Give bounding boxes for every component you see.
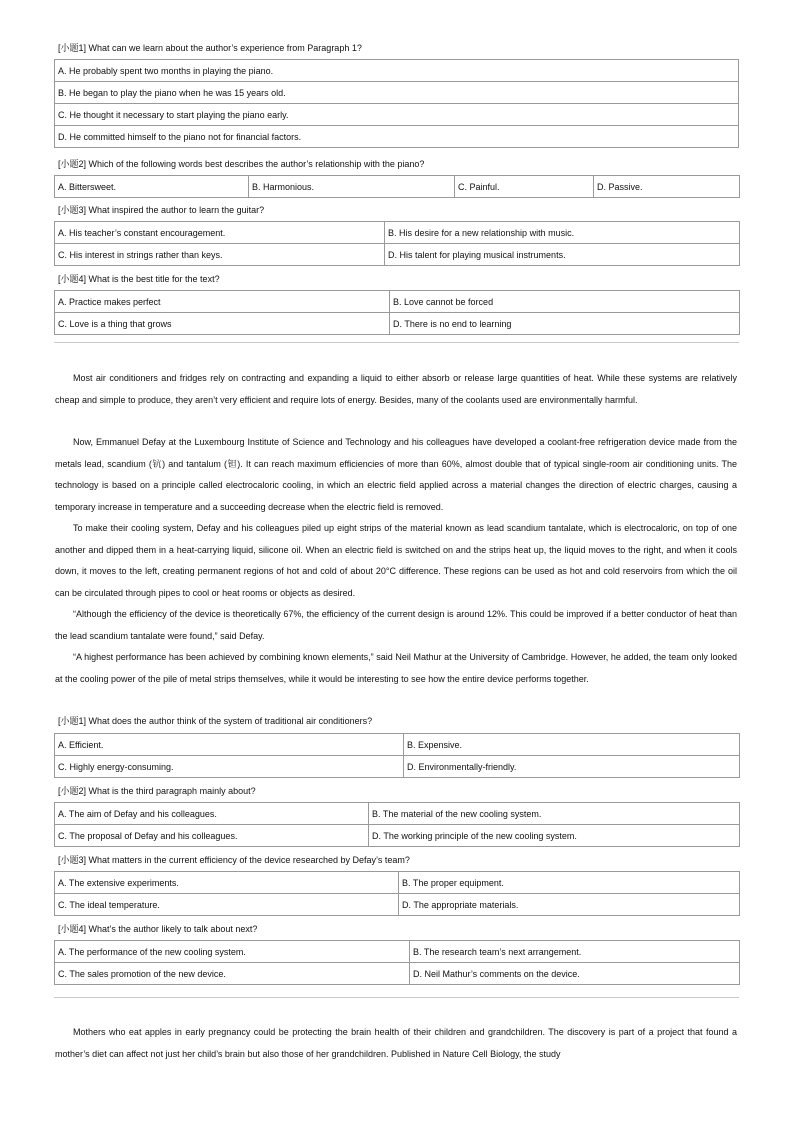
option-a[interactable]: A. Practice makes perfect bbox=[55, 291, 390, 313]
passage-paragraph: Most air conditioners and fridges rely on contracting and expanding a liquid to either absorb or release large quantities of heat. While these systems are relatively cheap and simple to produce, they aren’t very efficient and require lots of energy. Besides, many of the coolants used are environmentally harmful. bbox=[55, 373, 737, 405]
option-d[interactable]: D. He committed himself to the piano not for financial factors. bbox=[55, 126, 739, 148]
option-b[interactable]: B. The research team’s next arrangement. bbox=[410, 941, 740, 963]
option-d[interactable]: D. The appropriate materials. bbox=[399, 894, 740, 916]
option-b[interactable]: B. The proper equipment. bbox=[399, 872, 740, 894]
option-a[interactable]: A. The performance of the new cooling system. bbox=[55, 941, 410, 963]
option-a[interactable]: A. The extensive experiments. bbox=[55, 872, 399, 894]
option-d[interactable]: D. Environmentally-friendly. bbox=[404, 756, 740, 778]
option-a[interactable]: A. Bittersweet. bbox=[55, 176, 249, 198]
passage-paragraph: “Although the efficiency of the device is theoretically 67%, the efficiency of the current design is around 12%. This could be improved if a better conductor of heat than the lead scandium tantalate were found,” said Defay. bbox=[55, 609, 737, 641]
option-b[interactable]: B. His desire for a new relationship with music. bbox=[385, 222, 740, 244]
question-stem: [小题3] What inspired the author to learn the guitar? bbox=[58, 205, 265, 215]
question-stem: [小题2] What is the third paragraph mainly about? bbox=[58, 786, 256, 796]
option-c[interactable]: C. Painful. bbox=[455, 176, 594, 198]
options-table bbox=[54, 59, 739, 148]
option-a[interactable]: A. The aim of Defay and his colleagues. bbox=[55, 803, 369, 825]
option-b[interactable]: B. Expensive. bbox=[404, 734, 740, 756]
passage-paragraph: Now, Emmanuel Defay at the Luxembourg Institute of Science and Technology and his colleagues have developed a coolant-free refrigeration device made from the metals lead, scandium (钪) and tantalum (钽). It can reach maximum efficiencies of more than 60%, almost double that of typical single-room air conditioning units. The technology is based on a principle called electrocaloric cooling, in which an electric field applied across a material changes the direction of electric charges, causing a temporary increase in temperature and a succeeding decrease when the electric field is removed. bbox=[55, 437, 737, 512]
option-d[interactable]: D. Neil Mathur’s comments on the device. bbox=[410, 963, 740, 985]
option-c[interactable]: C. The ideal temperature. bbox=[55, 894, 399, 916]
option-c[interactable]: C. His interest in strings rather than keys. bbox=[55, 244, 385, 266]
option-a[interactable]: A. His teacher’s constant encouragement. bbox=[55, 222, 385, 244]
question-stem: [小题4] What’s the author likely to talk about next? bbox=[58, 924, 258, 934]
section-divider bbox=[54, 342, 739, 343]
options-table bbox=[54, 290, 740, 335]
question-stem: [小题1] What can we learn about the author’s experience from Paragraph 1? bbox=[58, 43, 362, 53]
option-c[interactable]: C. Highly energy-consuming. bbox=[55, 756, 404, 778]
question-stem: [小题2] Which of the following words best describes the author’s relationship with the piano? bbox=[58, 159, 425, 169]
question-stem: [小题4] What is the best title for the text? bbox=[58, 274, 220, 284]
option-b[interactable]: B. Harmonious. bbox=[249, 176, 455, 198]
option-d[interactable]: D. The working principle of the new cooling system. bbox=[369, 825, 740, 847]
options-table bbox=[54, 940, 740, 985]
passage-paragraph: To make their cooling system, Defay and his colleagues piled up eight strips of the material known as lead scandium tantalate, which is electrocaloric, on top of one another and dipped them in a heat-carrying liquid, silicone oil. When an electric field is switched on and the strips heat up, the liquid moves to the right, and when it cools down, it moves to the left, creating permanent regions of hot and cold of about 20°C difference. These regions can be used as hot and cold reservoirs from which the oil can be circulated through pipes to cool or heat rooms or objects as desired. bbox=[55, 523, 737, 598]
option-d[interactable]: D. Passive. bbox=[594, 176, 740, 198]
option-c[interactable]: C. Love is a thing that grows bbox=[55, 313, 390, 335]
options-table bbox=[54, 802, 740, 847]
option-c[interactable]: C. The sales promotion of the new device. bbox=[55, 963, 410, 985]
section-divider bbox=[54, 997, 739, 998]
question-stem: [小题1] What does the author think of the system of traditional air conditioners? bbox=[58, 716, 373, 726]
question-stem: [小题3] What matters in the current efficiency of the device researched by Defay’s team? bbox=[58, 855, 410, 865]
option-d[interactable]: D. His talent for playing musical instruments. bbox=[385, 244, 740, 266]
passage-paragraph: Mothers who eat apples in early pregnancy could be protecting the brain health of their children and grandchildren. The discovery is part of a project that found a mother’s diet can affect not just her child’s brain but also those of her grandchildren. Published in Nature Cell Biology, the study bbox=[55, 1027, 737, 1059]
option-a[interactable]: A. He probably spent two months in playing the piano. bbox=[55, 60, 739, 82]
option-c[interactable]: C. He thought it necessary to start playing the piano early. bbox=[55, 104, 739, 126]
option-d[interactable]: D. There is no end to learning bbox=[390, 313, 740, 335]
options-table bbox=[54, 871, 740, 916]
option-c[interactable]: C. The proposal of Defay and his colleagues. bbox=[55, 825, 369, 847]
options-table bbox=[54, 221, 740, 266]
option-b[interactable]: B. Love cannot be forced bbox=[390, 291, 740, 313]
options-table bbox=[54, 175, 740, 198]
option-b[interactable]: B. He began to play the piano when he was 15 years old. bbox=[55, 82, 739, 104]
option-b[interactable]: B. The material of the new cooling system. bbox=[369, 803, 740, 825]
passage-paragraph: “A highest performance has been achieved by combining known elements,” said Neil Mathur at the University of Cambridge. However, he added, the team only looked at the cooling power of the pile of metal strips themselves, while it would be interesting to see how the entire device performs together. bbox=[55, 652, 737, 684]
options-table bbox=[54, 733, 740, 778]
option-a[interactable]: A. Efficient. bbox=[55, 734, 404, 756]
